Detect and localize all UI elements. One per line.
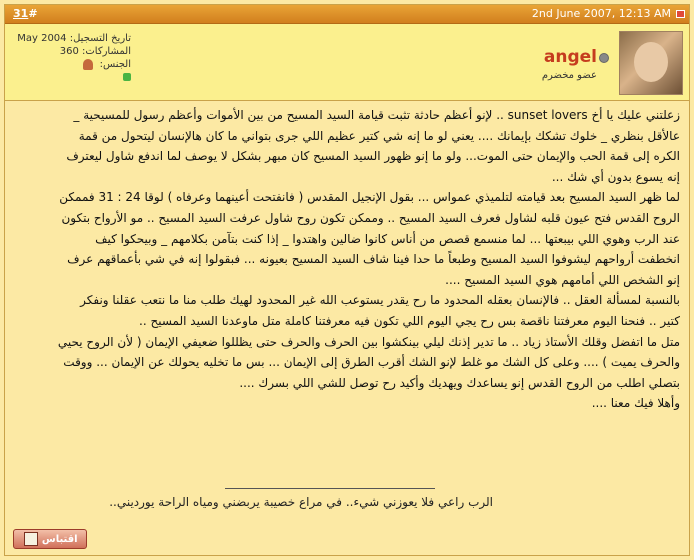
post-date: 2nd June 2007, 12:13 AM [531,7,671,20]
female-symbol-icon [83,59,93,70]
post-line: كتير .. فنحنا اليوم معرفتنا ناقصة بس رح يجي اليوم اللي تكون فيه معرفتنا كاملة متل ماوعدنا السيد المسيح .. [139,313,680,328]
post-line: الروح القدس فتح عيون قلبه لشاول فعرف السيد المسيح .. وممكن تكون روح شاول عرفت السيد المسيح .. مو الأرواح بتكون [61,210,680,225]
post-header-bar [5,5,689,24]
post-line: عالأقل بنظري _ خلوك تشكك بإيمانك .... يعني لو ما إنه شي كتير عظيم اللي جرى بتواني ما كان هالإنسان ليتحول من قمة [78,128,680,143]
quote-button[interactable] [13,529,87,549]
join-date-label: تاريخ التسجيل: [69,33,131,44]
post-line: إنو الشخص اللي أمامهم هوي السيد المسيح .... [445,272,680,287]
post-line: زعلتني عليك يا أخ sunset lovers .. لإنو أعظم حادثة تثبت قيامة السيد المسيح من بين الأموات وأعظم رسول للمسيحية _ [73,108,680,122]
post-line: عند الرب وهوي اللي بيبعتها ... لما منسمع قصص من أناس كانوا ضالين واهتدوا _ إذا كنت بتآمن بكلامهم _ وبيحكوا كيف [95,231,680,246]
quote-button-label: اقتباس [41,534,78,545]
post-number [13,7,38,20]
post-line: لما ظهر السيد المسيح بعد قيامته لتلميذي عمواس ... بقول الإنجيل المقدس ( فانفتحت أعينهما وعرفاه ) لوقا 24 : 31 فممكن [59,190,680,205]
quote-icon [24,532,38,546]
user-title: عضو مخضرم [541,70,597,81]
signature-separator [225,488,435,489]
join-date-value: May 2004 [17,33,67,44]
post-count-label: المشاركات: [82,46,131,57]
post-status-icon [676,10,685,18]
user-stats [11,32,131,85]
post-line: متل ما اتفضل وقلك الأستاذ زياد .. ما تدير إذنك ليلي بينكشوا بين الحرف والحرف حتى يظللوا ضعيفي الإيمان ( لأن الروح يحيي [57,334,680,349]
post-number-link[interactable]: 31 [13,7,29,20]
gender-label: الجنس: [99,59,131,70]
online-status-icon [123,73,131,81]
avatar[interactable] [619,31,683,95]
signature: الرب راعي فلا يعوزني شيء.. في مراع خصيبة يربضني ومياه الراحة يورديني.. [109,495,493,509]
post-line: والحرف يميت ) .... وعلى كل الشك مو غلط لإنو الشك أقرب الطرق إلى الإيمان ... بس ما تخليه يحولك عن الإيمان ... ووقت [63,355,680,370]
post-line: الكره إلى قمة الحب والإيمان حتى الموت... ولو ما إنو ظهور السيد المسيح كان مبهر بشكل لا يوصف لما اندفع شاول ليعترف [66,149,680,164]
post-line: انخطفت أرواحهم ليشوفوا السيد المسيح وطبعاً ما حدا فينا شاف السيد المسيح بعيونه ... فبقولوا إنه في شي بأعماقهم عرف [67,252,680,267]
user-info-row [5,24,689,101]
post-line: وأهلا فيك معنا .... [591,396,680,411]
post-count-value: 360 [59,46,79,57]
username-link[interactable]: angel [543,47,597,67]
forum-post [4,4,690,556]
offline-indicator-icon [599,53,609,63]
post-line: بالنسبة لمسألة العقل .. فالإنسان بعقله المحدود ما رح يقدر يستوعب الله غير المحدود لهيك طلب منا ما نتعب عقلنا ونفكر [80,293,680,308]
post-content [15,105,680,414]
post-line: بتصلي اطلب من الروح القدس إنو يساعدك ويهديك وأكيد رح توصل للشي اللي بسرك .... [239,375,680,390]
post-line: إنه يسوع بدون أي شك ... [551,169,680,184]
post-hash: # [28,7,38,20]
